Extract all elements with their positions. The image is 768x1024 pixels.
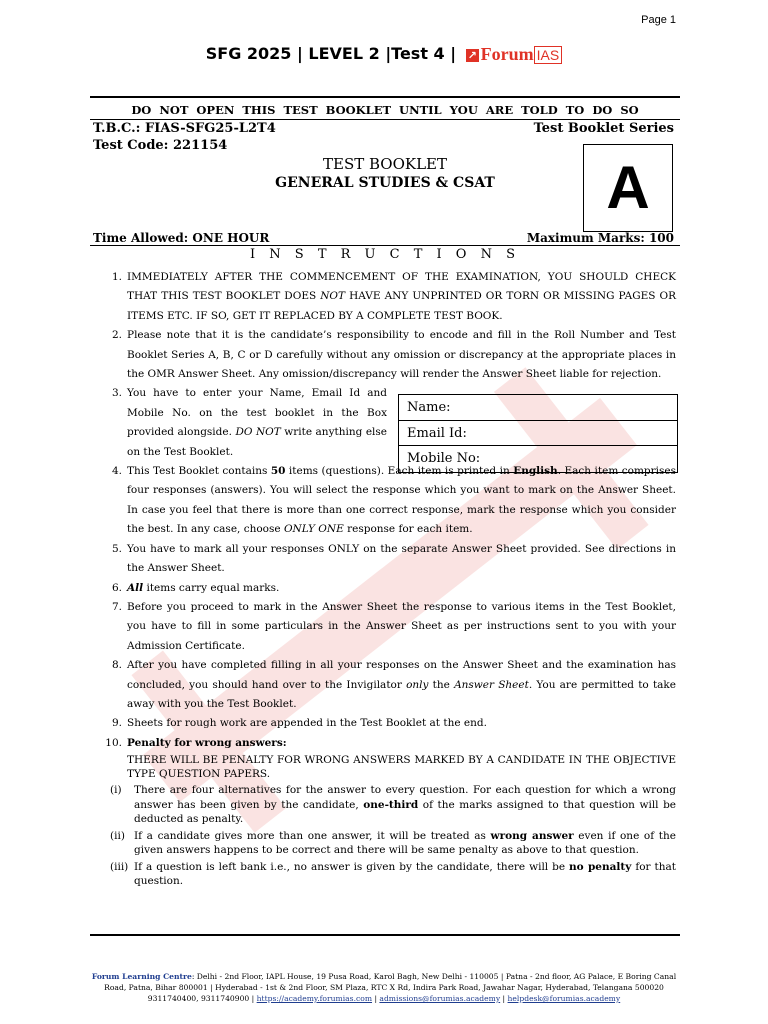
test-code: Test Code: 221154 (93, 138, 228, 153)
penalty-item: (i) There are four alternatives for the answer to every question. For each question for which a wrong answer has been given by the candidate, one-third of the marks assigned to that question will be deducted as penalty. (110, 784, 677, 826)
penalty-intro: THERE WILL BE PENALTY FOR WRONG ANSWERS MARKED BY A CANDIDATE IN THE OBJECTIVE TYPE QUESTION PAPERS. (127, 754, 676, 781)
maximum-marks: Maximum Marks: 100 (526, 231, 674, 245)
arrow-icon: ↗ (467, 49, 477, 62)
instruction-item: 2. Please note that it is the candidate’s responsibility to encode and fill in the Roll Number and Test Booklet Series A, B, C or D carefully without any omission or discrepancy at the appropriate places in the OMR Answer Sheet. Any omission/discrepancy will render the Answer Sheet liable for rejection. (111, 329, 676, 381)
mobile-label: Mobile No: (407, 451, 481, 467)
penalty-item: (iii) If a question is left bank i.e., no answer is given by the candidate, there will be no penalty for that question. (110, 860, 676, 888)
instructions-heading: I N S T R U C T I O N S (250, 247, 520, 262)
logo-forum: Forum (480, 44, 534, 64)
instruction-item: 3. You have to enter your Name, Email Id and Mobile No. on the test booklet in the Box provided alongside. DO NOT write anything else on the Test Booklet. (111, 387, 387, 458)
instruction-item: 8. After you have completed filling in all your responses on the Answer Sheet and the examination has concluded, you should hand over to the Invigilator only the Answer Sheet. You are permitted to take away with you the Test Booklet. (111, 659, 677, 710)
logo-ias: IAS (534, 46, 563, 64)
divider-instructions (90, 245, 680, 246)
tbc-code: T.B.C.: FIAS-SFG25-L2T4 (93, 121, 276, 136)
helpdesk-email-link[interactable]: helpdesk@forumias.academy (507, 994, 621, 1003)
divider-bottom (90, 934, 680, 936)
email-label: Email Id: (407, 425, 467, 441)
footer-addresses: : Delhi - 2nd Floor, IAPL House, 19 Pusa Road, Karol Bagh, New Delhi - 110005 | Patna - 2nd floor, AG Palace, E Boring Canal Road, Patna, Bihar 800001 | Hyderabad - 1st & 2nd Floor, SM Plaza, RTC X Rd, Indira Park Road, Jawahar Nagar, Hyderabad, Telangana 500020 (104, 972, 677, 992)
divider-top (90, 96, 680, 98)
booklet-subject: GENERAL STUDIES & CSAT (275, 175, 495, 191)
series-letter-box: A (583, 144, 673, 232)
page-footer: Forum Learning Centre: Delhi - 2nd Floor, IAPL House, 19 Pusa Road, Karol Bagh, New Delhi - 110005 | Patna - 2nd floor, AG Palace, E Boring Canal Road, Patna, Bihar 800001 | Hyderabad - 1st & 2nd Floor, SM Plaza, RTC X Rd, Indira Park Road, Jawahar Nagar, Hyderabad, Telangana 500020 9311740400, 9311740900 | https://academy.forumias.com | admissions@forumias.academy | helpdesk@forumias.academy (91, 972, 677, 1003)
instructions-list (98, 268, 676, 889)
website-link[interactable]: https://academy.forumias.com (256, 994, 373, 1003)
instruction-item: 5. You have to mark all your responses ONLY on the separate Answer Sheet provided. See directions in the Answer Sheet. (111, 542, 676, 575)
page-header (0, 44, 768, 65)
instruction-item: 7. Before you proceed to mark in the Answer Sheet the response to various items in the Test Booklet, you have to fill in some particulars in the Answer Sheet as per instructions sent to you with your Admission Certificate. (111, 600, 676, 652)
series-title: SFG 2025 | LEVEL 2 |Test 4 | (205, 44, 457, 63)
footer-phones: 9311740400, 9311740900 | (147, 994, 257, 1003)
booklet-notice: DO NOT OPEN THIS TEST BOOKLET UNTIL YOU ARE TOLD TO DO SO (131, 103, 639, 117)
page-number: Page 1 (641, 14, 676, 26)
divider-notice (90, 119, 680, 120)
instruction-item: 4. This Test Booklet contains 50 items (questions). Each item is printed in English. Each item comprises four responses (answers). You will select the response which you want to mark on the Answer Sheet. In case you feel that there is more than one correct response, mark the response which you consider the best. In any case, choose ONLY ONE response for each item. (111, 465, 676, 536)
time-allowed: Time Allowed: ONE HOUR (93, 231, 270, 245)
instruction-item: 10. Penalty for wrong answers: (105, 736, 287, 749)
footer-label: Forum Learning Centre (91, 972, 192, 981)
instruction-item: 9. Sheets for rough work are appended in the Test Booklet at the end. (111, 717, 487, 730)
booklet-title: TEST BOOKLET (322, 155, 448, 173)
instruction-item: 1. IMMEDIATELY AFTER THE COMMENCEMENT OF THE EXAMINATION, YOU SHOULD CHECK THAT THIS TEST BOOKLET DOES NOT HAVE ANY UNPRINTED OR TORN OR MISSING PAGES OR ITEMS ETC. IF SO, GET IT REPLACED BY A COMPLETE TEST BOOK. (111, 271, 676, 322)
penalty-item: (ii) If a candidate gives more than one answer, it will be treated as wrong answer even if one of the given answers happens to be correct and there will be same penalty as above to that question. (110, 829, 676, 857)
booklet-series-label: Test Booklet Series (533, 121, 674, 136)
instruction-item: 6. All items carry equal marks. (111, 581, 280, 594)
name-label: Name: (407, 400, 451, 415)
forumias-logo (466, 44, 563, 65)
admissions-email-link[interactable]: admissions@forumias.academy (379, 994, 501, 1003)
